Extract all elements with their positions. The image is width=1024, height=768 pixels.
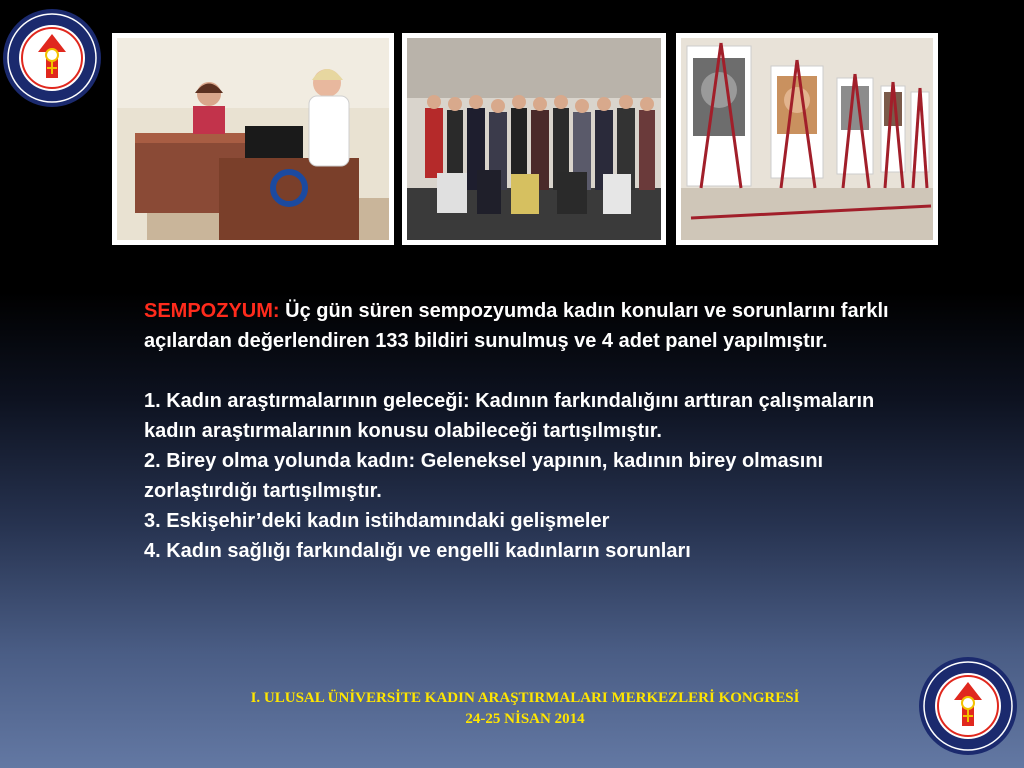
intro-lead: SEMPOZYUM: bbox=[144, 300, 280, 322]
intro-paragraph bbox=[144, 296, 914, 356]
center-logo-icon bbox=[918, 656, 1018, 756]
exhibition-photo bbox=[676, 33, 938, 245]
symposium-description bbox=[144, 296, 914, 566]
list-item: 2. Birey olma yolunda kadın: Geleneksel yapının, kadının birey olmasını zorlaştırdığı tartışılmıştır. bbox=[144, 450, 824, 502]
congress-footer bbox=[120, 688, 930, 730]
congress-date: 24-25 NİSAN 2014 bbox=[465, 711, 585, 727]
list-item: 3. Eskişehir’deki kadın istihdamındaki gelişmeler bbox=[144, 510, 610, 532]
list-item: 1. Kadın araştırmalarının geleceği: Kadının farkındalığını arttıran çalışmaların kadın araştırmalarının konusu olabileceği tartışılmıştır. bbox=[144, 390, 875, 442]
list-item: 4. Kadın sağlığı farkındalığı ve engelli kadınların sorunları bbox=[144, 540, 691, 562]
conference-speakers-photo bbox=[112, 33, 394, 245]
congress-title: I. ULUSAL ÜNİVERSİTE KADIN ARAŞTIRMALARI MERKEZLERİ KONGRESİ bbox=[250, 690, 800, 706]
intro-text: Üç gün süren sempozyumda kadın konuları ve sorunlarını farklı açılardan değerlendiren 133 bildiri sunulmuş ve 4 adet panel yapılmıştır. bbox=[144, 300, 889, 352]
center-logo-icon bbox=[2, 8, 102, 108]
group-photo bbox=[402, 33, 666, 245]
